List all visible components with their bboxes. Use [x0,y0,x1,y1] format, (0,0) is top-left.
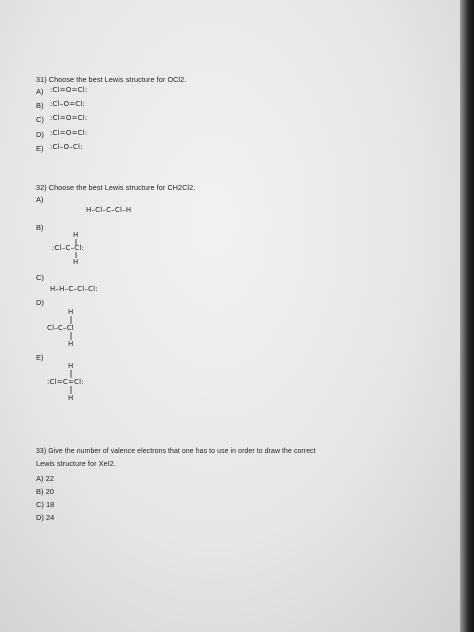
q33-option-c: C) 18 [36,500,55,509]
q31-option-c-structure: :Cl=O=Cl: [50,114,88,122]
q31-option-d-label: D) [36,130,44,139]
q32-option-b-structure: :Cl–C–Cl: [52,244,85,252]
q31-option-d-structure: :Cl=O=Cl: [50,129,88,137]
q32-option-e-top: H [68,362,74,370]
q31-prompt: 31) Choose the best Lewis structure for OCl2. [36,75,187,84]
q32-option-e-bottom: H [68,394,74,402]
q32-option-e-bond-bottom [69,386,73,394]
q32-option-c-structure: H–H–C–Cl–Cl: [50,285,98,293]
q32-option-d-structure: Cl–C–Cl [47,324,74,332]
q32-option-a-label: A) [36,195,44,204]
q31-option-a-label: A) [36,87,44,96]
q32-option-e-label: E) [36,353,44,362]
q33-option-d: D) 24 [36,513,55,522]
q33-prompt-line2: Lewis structure for XeI2. [36,459,116,468]
q32-option-e-bond-top [69,370,73,378]
q32-option-d-label: D) [36,298,44,307]
paper-shadow-edge [460,0,474,632]
q31-option-c-label: C) [36,115,44,124]
q33-option-b: B) 20 [36,487,54,496]
q33-prompt-line1: 33) Give the number of valence electrons that one has to use in order to draw the correct [36,448,316,455]
q32-option-b-label: B) [36,223,44,232]
q32-option-c-label: C) [36,273,44,282]
q31-option-a-structure: :Cl=O=Cl: [50,86,88,94]
q31-option-b-label: B) [36,101,44,110]
q31-option-e-structure: :Cl–O–Cl: [50,143,83,151]
q32-prompt: 32) Choose the best Lewis structure for CH2Cl2. [36,183,196,192]
q32-option-d-top: H [68,308,74,316]
q33-option-a: A) 22 [36,474,54,483]
q32-option-e-structure: :Cl=C=Cl: [47,378,84,386]
q32-option-d-bond-top [69,316,73,324]
q31-option-e-label: E) [36,144,44,153]
q32-option-d-bottom: H [68,340,74,348]
q32-option-a-structure: H–Cl–C–Cl–H [86,206,132,214]
q32-option-b-top: H [73,231,79,239]
q32-option-d-bond-bottom [69,332,73,340]
q32-option-b-bottom: H [73,258,79,266]
q31-option-b-structure: :Cl–O=Cl: [50,100,86,108]
